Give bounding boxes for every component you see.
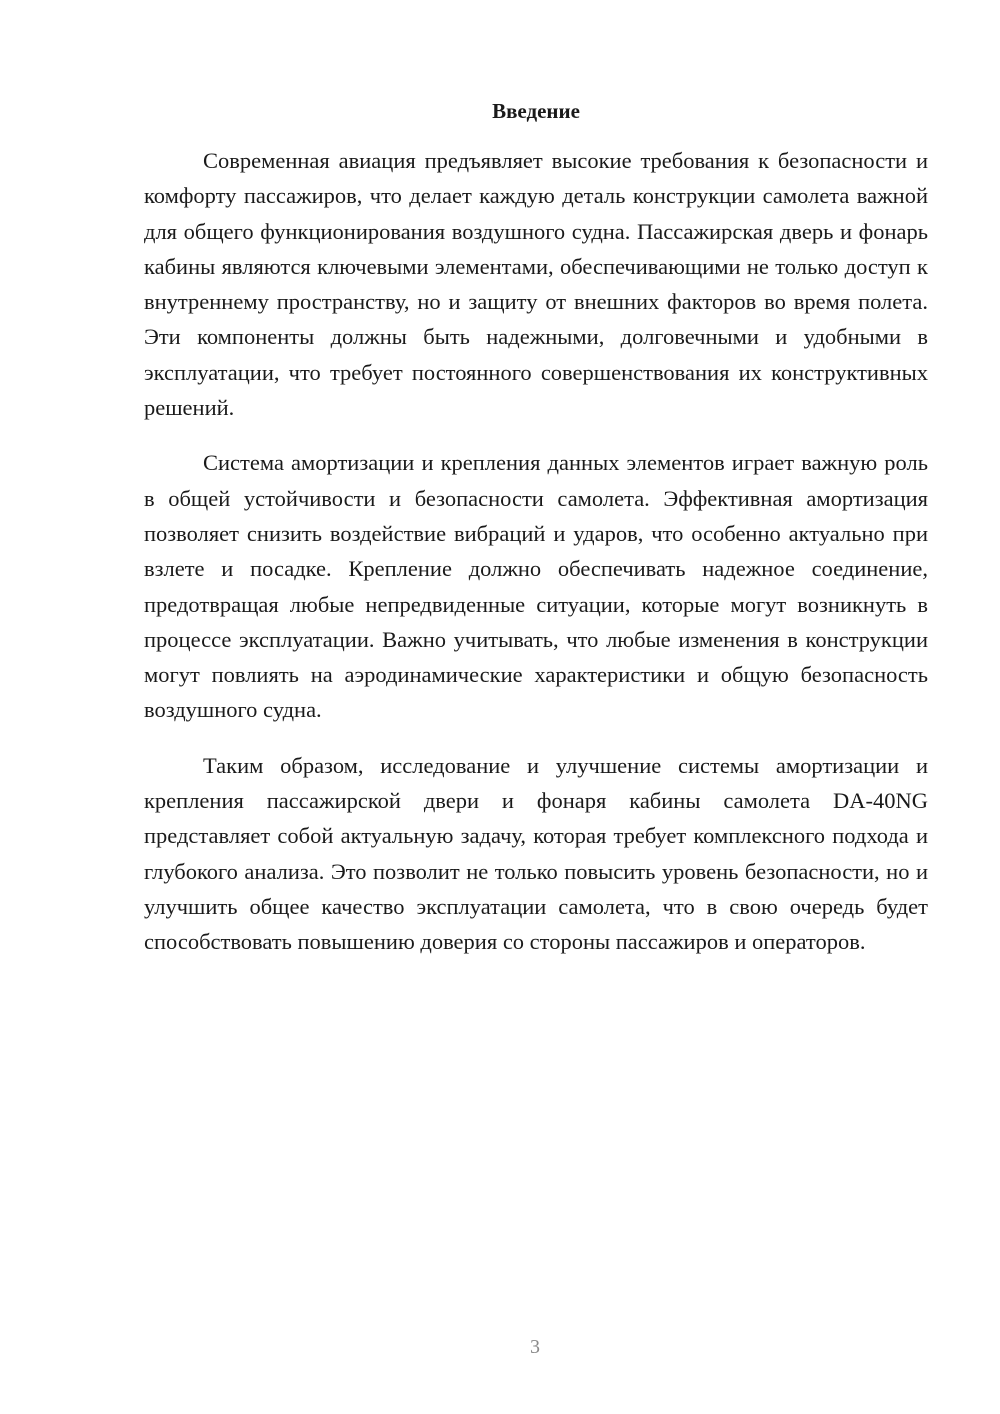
page-number: 3 [530, 1336, 540, 1358]
section-heading: Введение [492, 99, 580, 123]
paragraph-1: Современная авиация предъявляет высокие требования к безопасности и комфорту пассажиров, что делает каждую деталь конструкции самолета важной для общего функционирования воздушного судна. Пассажирская дверь и фонарь кабины являются ключевыми элементами, обеспечивающими не только доступ к внутреннему пространству, но и защиту от внешних факторов во время полета. Эти компоненты должны быть надежными, долговечными и удобными в эксплуатации, что требует постоянного совершенствования их конструктивных решений. [144, 148, 928, 421]
paragraph-3: Таким образом, исследование и улучшение системы амортизации и крепления пассажирской двери и фонаря кабины самолета DA-40NG представляет собой актуальную задачу, которая требует комплексного подхода и глубокого анализа. Это позволит не только повысить уровень безопасности, но и улучшить общее качество эксплуатации самолета, что в свою очередь будет способствовать повышению доверия со стороны пассажиров и операторов. [144, 752, 928, 955]
body-text [144, 143, 928, 960]
paragraph-2: Система амортизации и крепления данных элементов играет важную роль в общей устойчивости и безопасности самолета. Эффективная амортизация позволяет снизить воздействие вибраций и ударов, что особенно актуально при взлете и посадке. Крепление должно обеспечивать надежное соединение, предотвращая любые непредвиденные ситуации, которые могут возникнуть в процессе эксплуатации. Важно учитывать, что любые изменения в конструкции могут повлиять на аэродинамические характеристики и общую безопасность воздушного судна. [144, 450, 928, 723]
